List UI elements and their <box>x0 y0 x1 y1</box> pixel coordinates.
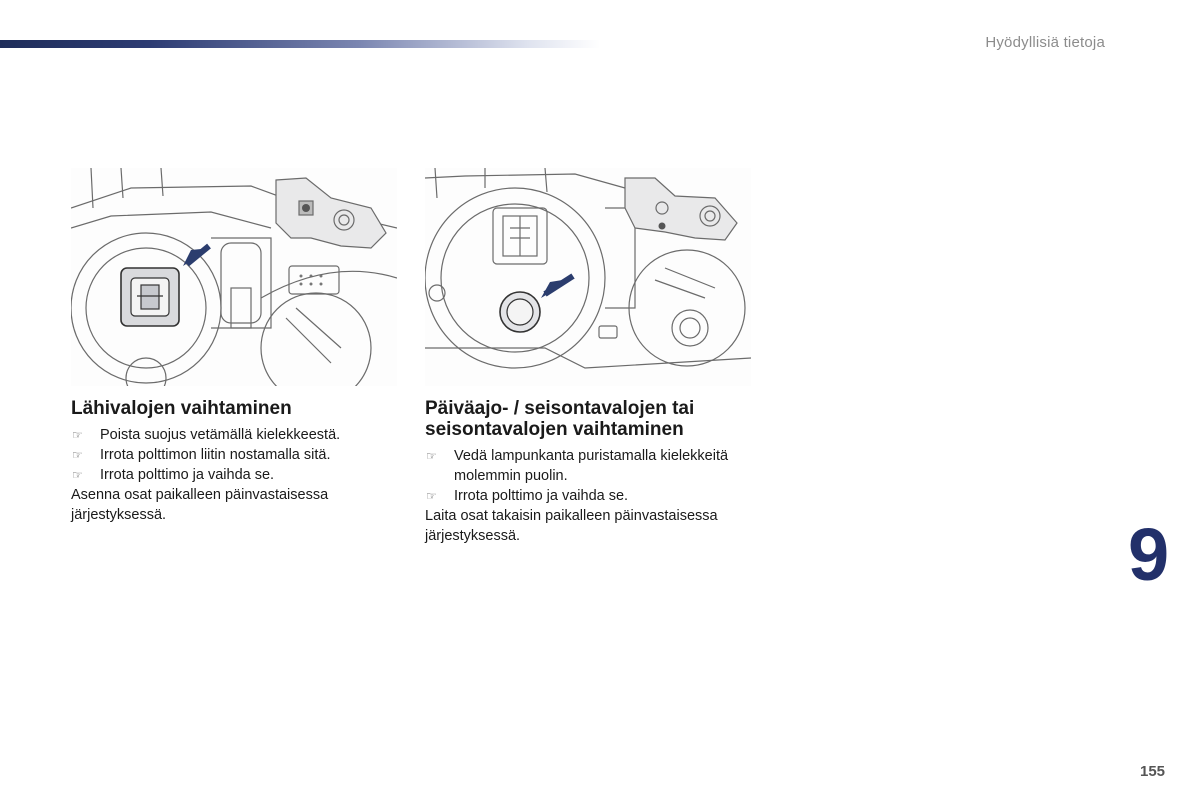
reassembly-note: Asenna osat paikalleen päinvastaisessa järjestyksessä. <box>71 487 329 523</box>
step-text: Irrota polttimo ja vaihda se. <box>100 467 275 483</box>
step-item <box>425 486 755 506</box>
step-text: Irrota polttimon liitin nostamalla sitä. <box>100 447 331 463</box>
step-item <box>71 425 401 445</box>
side-light-section <box>425 398 755 546</box>
pointing-hand-icon: ☞ <box>72 468 83 482</box>
step-item <box>425 446 755 486</box>
step-text: Poista suojus vetämällä kielekkeestä. <box>100 427 341 443</box>
low-beam-section <box>71 398 401 525</box>
page-number: 155 <box>1140 763 1166 780</box>
step-text: Vedä lampunkanta puristamalla kielekkeitä molemmin puolin. <box>454 448 729 484</box>
reassembly-note: Laita osat takaisin paikalleen päinvastaisessa järjestyksessä. <box>425 508 718 544</box>
step-text: Irrota polttimo ja vaihda se. <box>454 488 629 504</box>
chapter-number: 9 <box>1128 513 1170 596</box>
pointing-hand-icon: ☞ <box>72 448 83 462</box>
side-light-heading: Päiväajo- / seisontavalojen tai seisontavalojen vaihtaminen <box>425 398 695 440</box>
side-light-illustration <box>425 168 751 386</box>
low-beam-illustration <box>71 168 397 386</box>
chapter-title: Hyödyllisiä tietoja <box>985 34 1105 51</box>
pointing-hand-icon: ☞ <box>426 449 437 463</box>
pointing-hand-icon: ☞ <box>426 489 437 503</box>
step-item <box>71 445 401 465</box>
step-item <box>71 465 401 485</box>
pointing-hand-icon: ☞ <box>72 428 83 442</box>
low-beam-heading: Lähivalojen vaihtaminen <box>71 398 292 419</box>
header-gradient-bar <box>0 40 600 48</box>
